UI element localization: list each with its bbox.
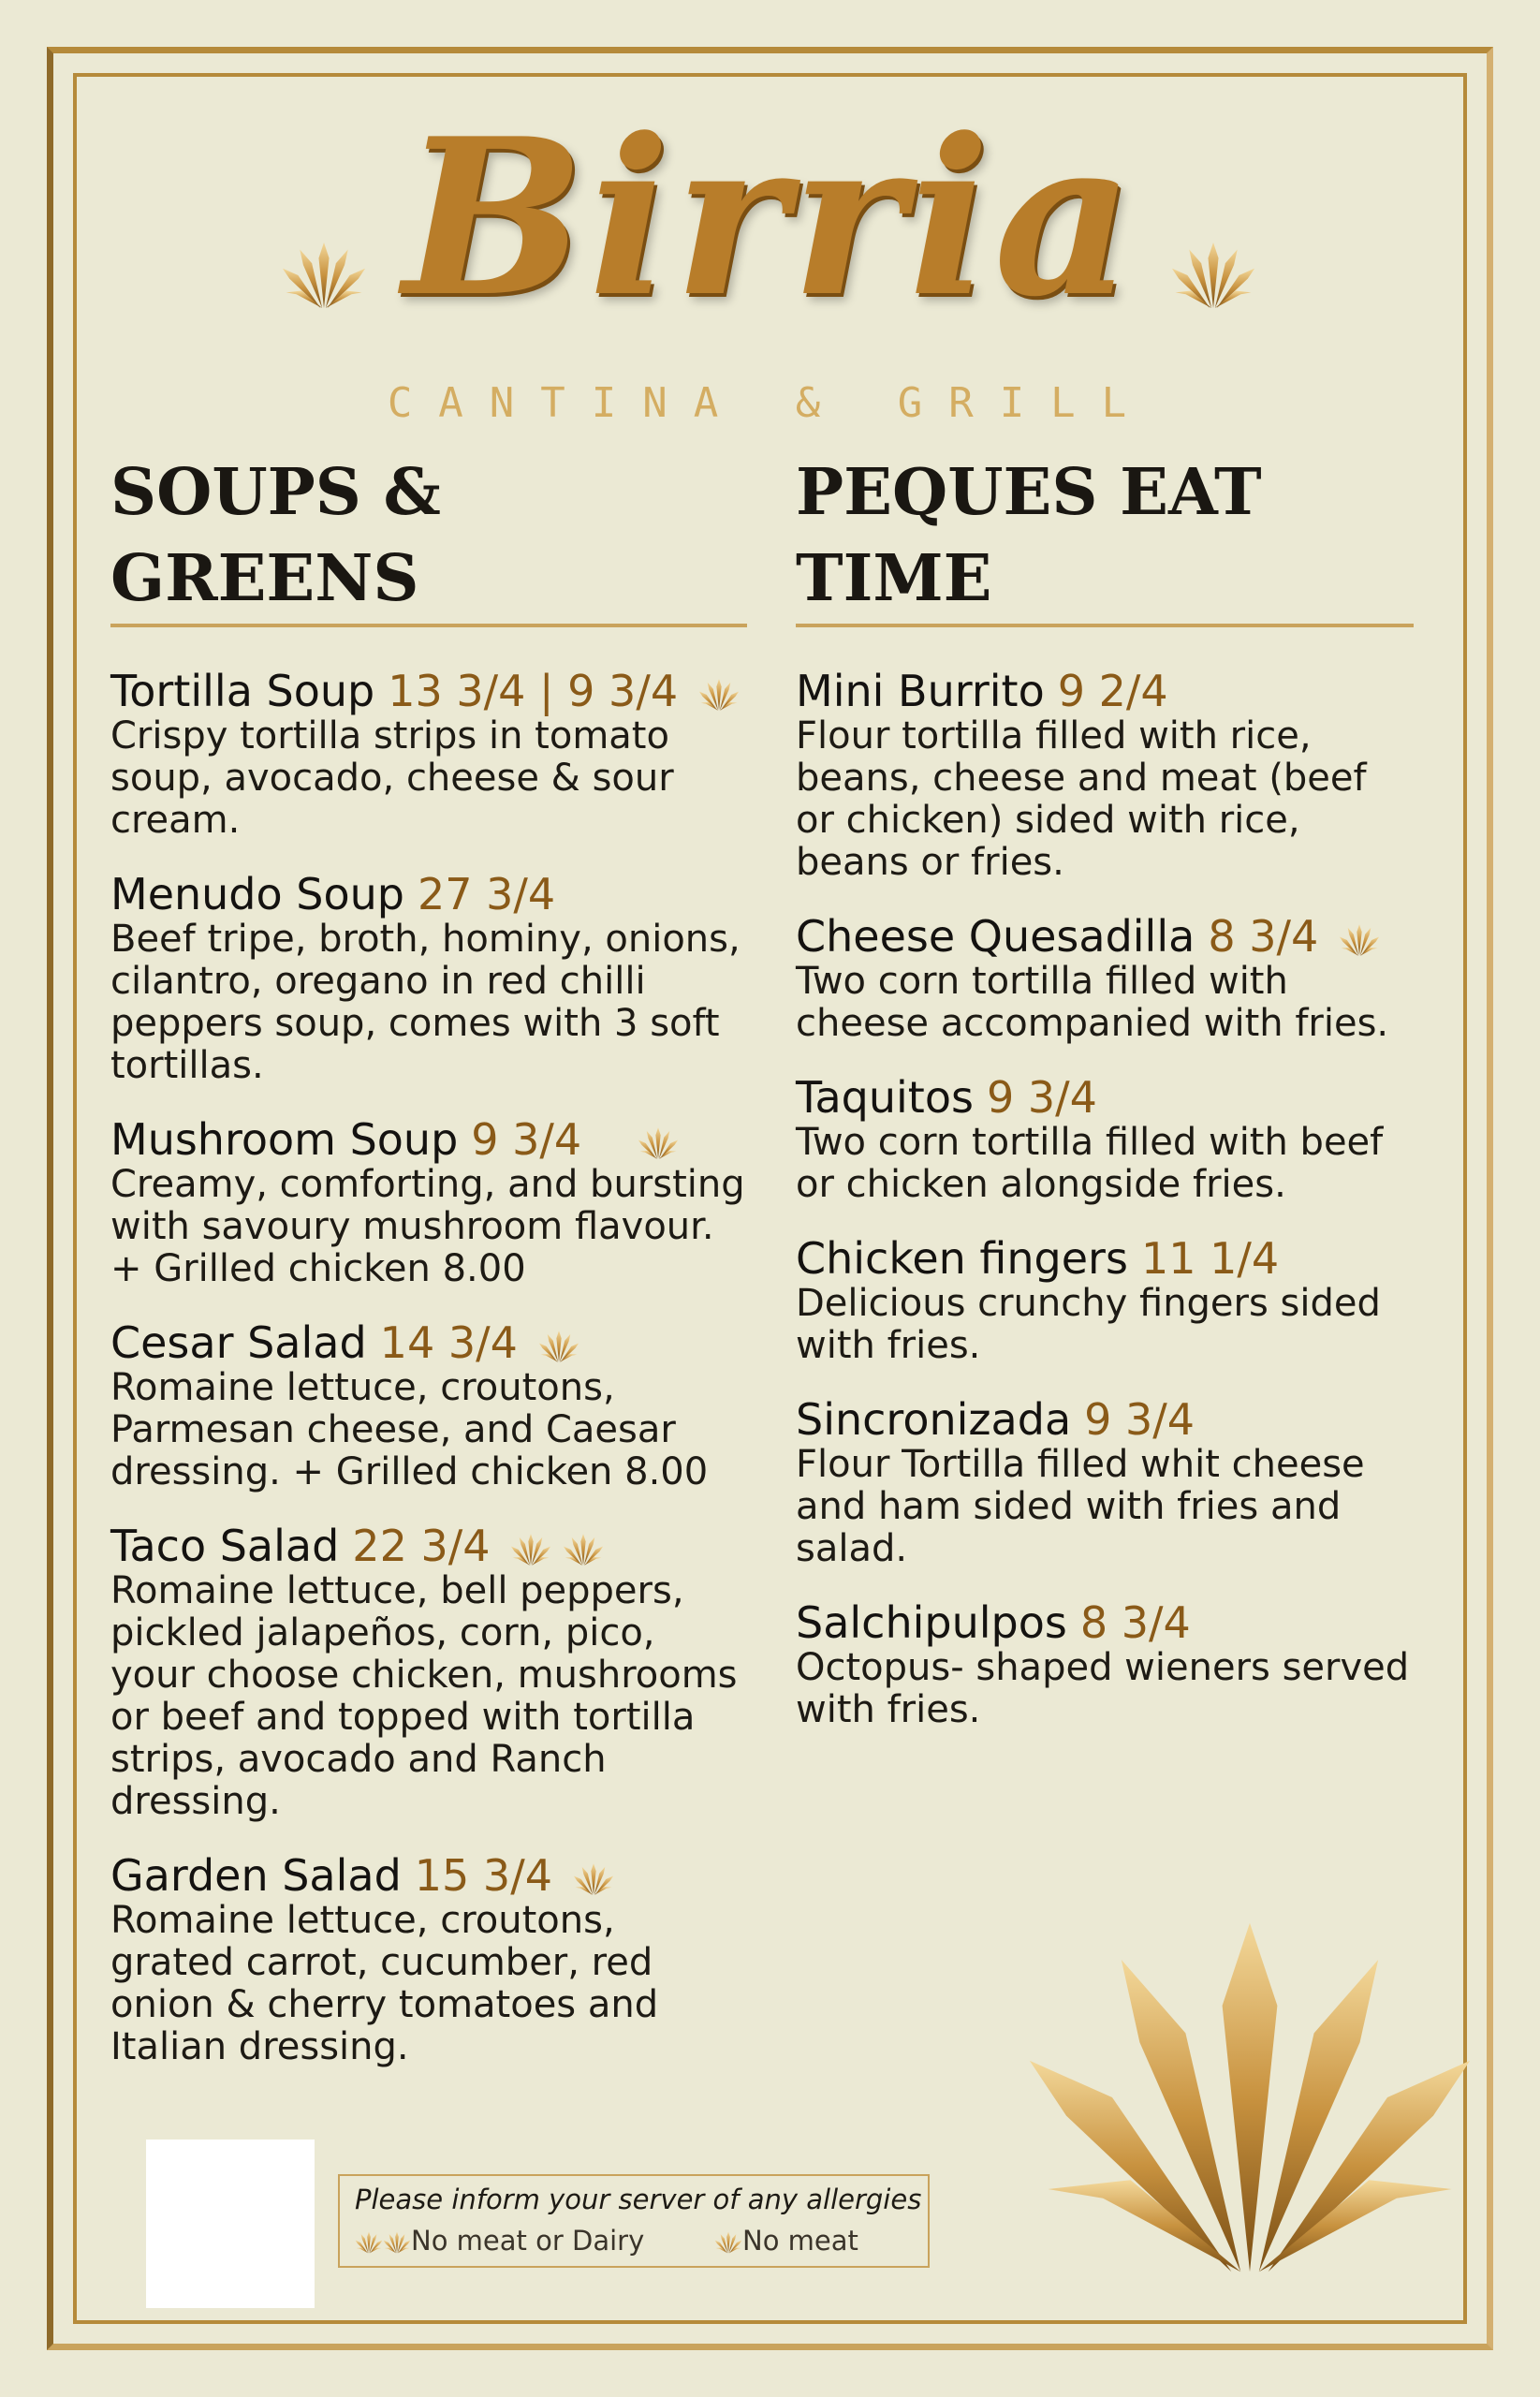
agave-icon — [638, 1126, 679, 1160]
item-price: 8 3/4 — [1079, 1597, 1191, 1648]
agave-icon — [563, 1533, 604, 1566]
agave-icon — [698, 678, 740, 712]
agave-icon — [573, 1862, 614, 1896]
item-price: 9 3/4 — [986, 1072, 1097, 1123]
item-name: Tortilla Soup — [110, 666, 375, 716]
section-title: PEQUES EAT TIME — [796, 449, 1414, 627]
item-name: Sincronizada — [796, 1394, 1072, 1445]
menu-item — [796, 1395, 1414, 1570]
item-description: Flour tortilla filled with rice, beans, cheese and meat (beef or chicken) sided with rice, beans or fries. — [796, 714, 1367, 884]
item-name: Cheese Quesadilla — [796, 911, 1195, 962]
agave-icon — [1020, 1891, 1479, 2303]
menu-item — [110, 1522, 747, 1823]
agave-icon — [510, 1533, 551, 1566]
item-price: 8 3/4 — [1208, 911, 1319, 962]
item-description: Two corn tortilla filled with cheese accompanied with fries. — [796, 960, 1389, 1045]
menu-item — [110, 1851, 747, 2068]
menu-item — [110, 870, 747, 1087]
brand-logo: Birria — [403, 92, 1137, 345]
item-name: Cesar Salad — [110, 1317, 367, 1368]
item-name: Taco Salad — [110, 1521, 340, 1571]
item-description: Romaine lettuce, croutons, Parmesan cheese, and Caesar dressing. + Grilled chicken 8.00 — [110, 1366, 709, 1493]
menu-item — [796, 667, 1414, 884]
qr-code[interactable] — [146, 2140, 315, 2308]
menu-list — [110, 667, 747, 2068]
item-description: Romaine lettuce, bell peppers, pickled jalapeños, corn, pico, your choose chicken, mushrooms or beef and topped with tortilla strips, avocado and Ranch dressing. — [110, 1569, 738, 1823]
menu-item — [796, 912, 1414, 1045]
menu-item — [796, 1073, 1414, 1206]
menu-item — [110, 667, 747, 842]
item-name: Salchipulpos — [796, 1597, 1067, 1648]
item-price: 9 3/4 — [1084, 1394, 1195, 1445]
section-title: SOUPS & GREENS — [110, 449, 747, 627]
brand-tagline: CANTINA & GRILL — [387, 379, 1153, 427]
section-peques-eat-time — [796, 449, 1414, 1759]
item-name: Mini Burrito — [796, 666, 1045, 716]
item-description: Octopus- shaped wieners served with fries. — [796, 1646, 1410, 1731]
section-soups-greens — [110, 449, 747, 2096]
item-price: 27 3/4 — [417, 869, 556, 919]
item-price: 9 2/4 — [1057, 666, 1168, 716]
item-name: Taquitos — [796, 1072, 974, 1123]
menu-list — [796, 667, 1414, 1731]
item-price: 9 3/4 — [471, 1114, 582, 1165]
item-price: 11 1/4 — [1140, 1233, 1280, 1284]
item-price: 15 3/4 — [414, 1850, 552, 1901]
item-description: Flour Tortilla filled whit cheese and ham sided with fries and salad. — [796, 1443, 1365, 1570]
allergy-note: Please inform your server of any allergies — [355, 2184, 922, 2215]
menu-item — [110, 1318, 747, 1493]
item-price: 22 3/4 — [352, 1521, 491, 1571]
agave-icon — [383, 2230, 411, 2255]
item-description: Beef tripe, broth, hominy, onions, cilantro, oregano in red chilli peppers soup, comes with 3 soft tortillas. — [110, 918, 741, 1087]
legend-no-meat — [714, 2225, 858, 2257]
menu-item — [796, 1234, 1414, 1367]
legend-label: No meat — [742, 2225, 858, 2257]
allergy-legend — [338, 2174, 930, 2268]
legend-label: No meat or Dairy — [411, 2225, 645, 2257]
item-description: Creamy, comforting, and bursting with savoury mushroom flavour. + Grilled chicken 8.00 — [110, 1163, 745, 1290]
agave-icon — [355, 2230, 383, 2255]
menu-item — [110, 1115, 747, 1290]
item-name: Mushroom Soup — [110, 1114, 459, 1165]
item-description: Romaine lettuce, croutons, grated carrot, cucumber, red onion & cherry tomatoes and Italian dressing. — [110, 1899, 659, 2068]
item-name: Chicken fingers — [796, 1233, 1128, 1284]
item-name: Menudo Soup — [110, 869, 404, 919]
item-name: Garden Salad — [110, 1850, 402, 1901]
legend-no-meat-dairy — [355, 2225, 644, 2257]
item-price: 13 3/4 | 9 3/4 — [388, 666, 679, 716]
item-description: Crispy tortilla strips in tomato soup, avocado, cheese & sour cream. — [110, 714, 674, 842]
item-price: 14 3/4 — [379, 1317, 518, 1368]
item-description: Delicious crunchy fingers sided with fries. — [796, 1282, 1381, 1367]
agave-icon — [538, 1330, 579, 1363]
menu-item — [796, 1598, 1414, 1731]
item-description: Two corn tortilla filled with beef or chicken alongside fries. — [796, 1121, 1384, 1206]
agave-icon — [714, 2230, 742, 2255]
agave-icon — [1339, 923, 1380, 957]
